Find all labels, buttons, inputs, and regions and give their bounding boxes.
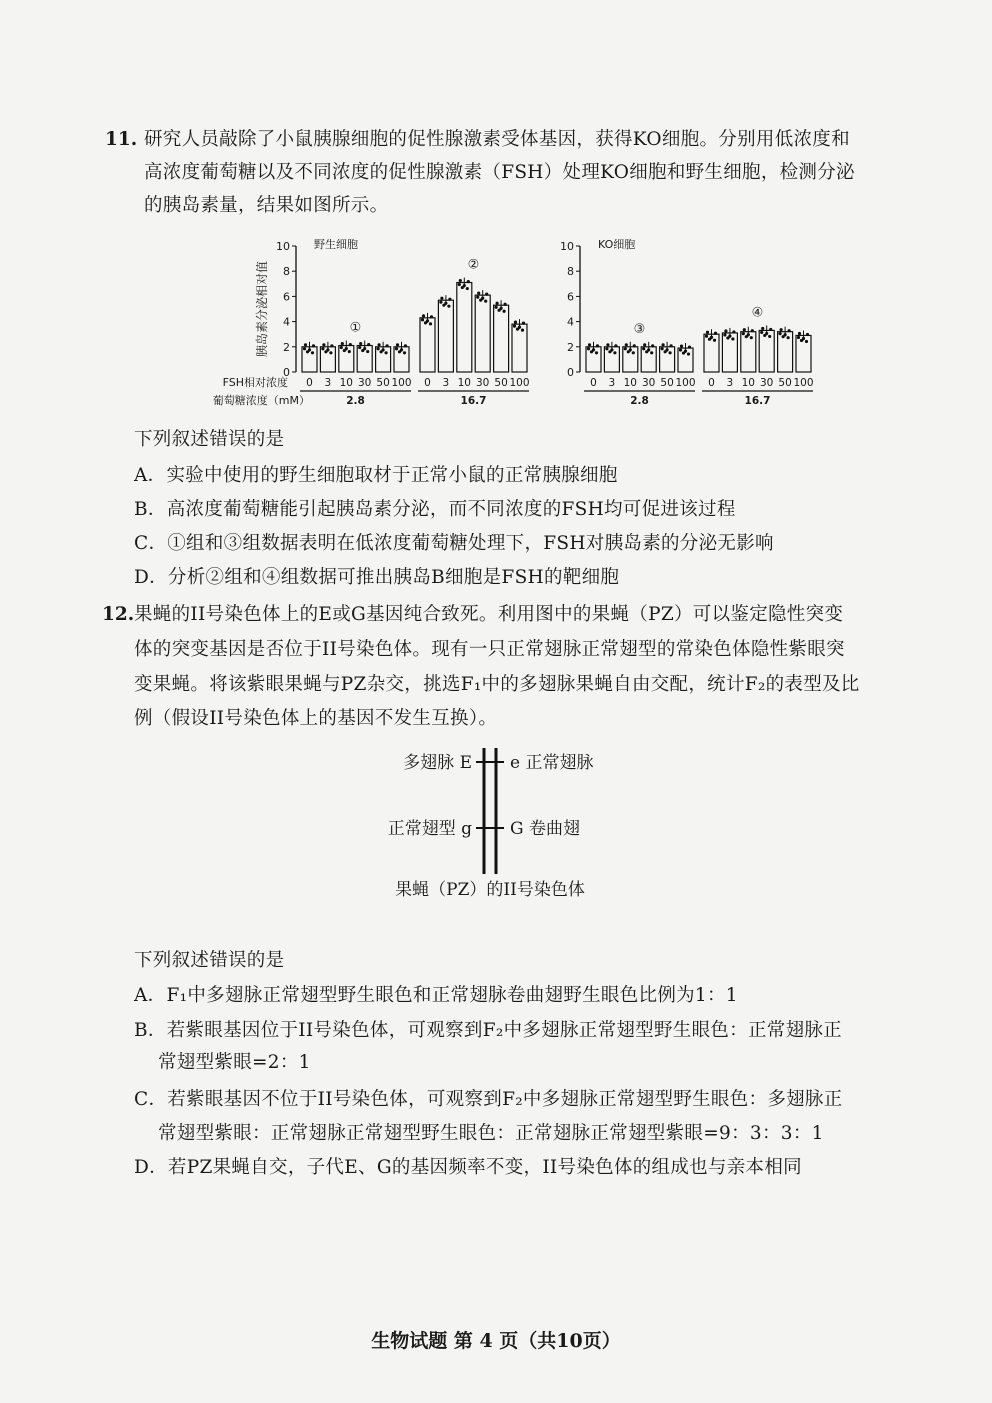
data-point	[643, 343, 646, 346]
x-tick-label: 50	[376, 377, 390, 389]
data-point	[805, 340, 808, 343]
data-point	[743, 328, 746, 331]
data-point	[380, 350, 383, 353]
glucose-label: 16.7	[460, 395, 487, 407]
data-point	[466, 287, 469, 290]
allele-left-top: 多翅脉 E	[403, 753, 472, 773]
q11-prompt: 下列叙述错误的是	[134, 429, 285, 450]
x-tick-label: 100	[793, 377, 814, 389]
q11-stem-line-2: 高浓度葡萄糖以及不同浓度的促性腺激素（FSH）处理KO细胞和野生细胞，检测分泌	[144, 162, 855, 183]
data-point	[496, 302, 499, 305]
q12-prompt: 下列叙述错误的是	[134, 950, 285, 971]
data-point	[461, 286, 464, 289]
data-point	[477, 292, 480, 295]
data-point	[516, 328, 519, 331]
data-point	[750, 336, 753, 339]
data-point	[708, 338, 711, 341]
data-point	[688, 345, 691, 348]
group-marker: ②	[467, 257, 480, 273]
data-point	[498, 309, 501, 312]
glucose-label: 2.8	[346, 395, 365, 407]
data-point	[742, 332, 745, 335]
data-point	[367, 343, 370, 346]
glucose-label: 2.8	[630, 395, 649, 407]
data-point	[624, 347, 627, 350]
row-label-fsh: FSH相对浓度	[222, 376, 288, 389]
data-point	[769, 328, 772, 331]
data-point	[459, 279, 462, 282]
q12-stem-line-2: 体的突变基因是否位于II号染色体。现有一只正常翅脉正常翅型的常染色体隐性紫眼突	[134, 639, 845, 660]
y-tick-label: 2	[567, 340, 574, 354]
q12-stem-line-3: 变果蝇。将该紫眼果蝇与PZ杂交，挑选F₁中的多翅脉果蝇自由交配，统计F₂的表型及比	[134, 674, 860, 695]
x-tick-label: 100	[675, 377, 696, 389]
data-point	[680, 344, 683, 347]
data-point	[430, 315, 433, 318]
data-point	[724, 329, 727, 332]
data-point	[627, 350, 630, 353]
data-point	[361, 349, 364, 352]
data-point	[330, 344, 333, 347]
x-tick-label: 10	[457, 377, 471, 389]
data-point	[476, 296, 479, 299]
x-tick-label: 100	[509, 377, 530, 389]
x-tick-label: 10	[339, 377, 353, 389]
data-point	[458, 283, 461, 286]
data-point	[514, 321, 517, 324]
q11-option-a: A．实验中使用的野生细胞取材于正常小鼠的正常胰腺细胞	[134, 465, 618, 486]
data-point	[396, 343, 399, 346]
group-marker: ③	[633, 321, 646, 337]
data-point	[467, 280, 470, 283]
data-point	[723, 333, 726, 336]
data-point	[341, 342, 344, 345]
x-tick-label: 3	[608, 377, 616, 389]
data-point	[760, 331, 763, 334]
q11-figure	[200, 228, 820, 422]
y-tick-label: 0	[567, 366, 574, 379]
data-point	[588, 343, 591, 346]
data-point	[321, 347, 324, 350]
x-tick-label: 100	[391, 377, 412, 389]
data-point	[303, 347, 306, 350]
data-point	[513, 325, 516, 328]
bar	[759, 330, 774, 372]
x-tick-label: 30	[476, 377, 490, 389]
q11-number: 11.	[105, 129, 138, 150]
x-tick-label: 3	[726, 377, 734, 389]
data-point	[798, 332, 801, 335]
y-tick-label: 10	[276, 240, 290, 253]
data-point	[322, 343, 325, 346]
x-tick-label: 0	[708, 377, 715, 389]
data-point	[669, 351, 672, 354]
data-point	[664, 350, 667, 353]
data-point	[632, 351, 635, 354]
data-point	[424, 321, 427, 324]
x-tick-label: 3	[324, 377, 332, 389]
bar	[778, 332, 793, 372]
q12-option-b-line-2: 常翅型紫眼=2：1	[158, 1052, 311, 1073]
x-tick-label: 30	[642, 377, 656, 389]
data-point	[670, 344, 673, 347]
data-point	[706, 331, 709, 334]
allele-right-bottom: G 卷曲翅	[510, 819, 580, 839]
data-point	[349, 343, 352, 346]
data-point	[448, 298, 451, 301]
data-point	[806, 333, 809, 336]
q12-option-b-line-1: B．若紫眼基因位于II号染色体，可观察到F₂中多翅脉正常翅型野生眼色：正常翅脉正	[134, 1020, 842, 1041]
q12-option-d: D．若PZ果蝇自交，子代E、G的基因频率不变，II号染色体的组成也与亲本相同	[134, 1157, 802, 1178]
data-point	[587, 347, 590, 350]
data-point	[421, 318, 424, 321]
data-point	[395, 347, 398, 350]
data-point	[324, 350, 327, 353]
x-tick-label: 30	[760, 377, 774, 389]
data-point	[358, 346, 361, 349]
data-point	[788, 329, 791, 332]
data-point	[713, 339, 716, 342]
group-marker: ①	[349, 320, 362, 336]
data-point	[377, 347, 380, 350]
chart-title-0: 野生细胞	[314, 238, 358, 251]
group-marker: ④	[751, 305, 764, 321]
data-point	[378, 343, 381, 346]
data-point	[404, 344, 407, 347]
data-point	[797, 336, 800, 339]
x-tick-label: 10	[623, 377, 637, 389]
q11-bar-charts	[200, 228, 820, 418]
y-tick-label: 2	[283, 340, 290, 354]
y-tick-label: 8	[567, 265, 574, 279]
data-point	[343, 349, 346, 352]
data-point	[348, 350, 351, 353]
data-point	[440, 297, 443, 300]
data-point	[504, 303, 507, 306]
data-point	[304, 343, 307, 346]
data-point	[661, 347, 664, 350]
y-tick-label: 10	[560, 240, 574, 253]
data-point	[479, 299, 482, 302]
data-point	[682, 351, 685, 354]
data-point	[613, 351, 616, 354]
data-point	[329, 351, 332, 354]
data-point	[439, 301, 442, 304]
data-point	[521, 329, 524, 332]
data-point	[787, 336, 790, 339]
data-point	[751, 329, 754, 332]
x-tick-label: 0	[590, 377, 597, 389]
data-point	[386, 344, 389, 347]
data-point	[495, 306, 498, 309]
data-point	[625, 343, 628, 346]
y-tick-label: 6	[283, 290, 290, 304]
page-footer: 生物试题 第 4 页（共10页）	[371, 1330, 621, 1352]
data-point	[442, 304, 445, 307]
data-point	[745, 335, 748, 338]
data-point	[714, 332, 717, 335]
y-tick-label: 8	[283, 265, 290, 279]
x-tick-label: 30	[358, 377, 372, 389]
data-point	[590, 350, 593, 353]
diagram-caption: 果蝇（PZ）的II号染色体	[395, 880, 585, 900]
q12-option-c-line-1: C．若紫眼基因不位于II号染色体，可观察到F₂中多翅脉正常翅型野生眼色：多翅脉正	[134, 1089, 843, 1110]
data-point	[398, 350, 401, 353]
chromosome-diagram	[360, 742, 660, 911]
data-point	[779, 332, 782, 335]
data-point	[763, 334, 766, 337]
data-point	[650, 351, 653, 354]
x-tick-label: 0	[306, 377, 313, 389]
data-point	[485, 293, 488, 296]
bar	[512, 324, 527, 372]
data-point	[761, 327, 764, 330]
x-tick-label: 50	[660, 377, 674, 389]
data-point	[422, 314, 425, 317]
q12-option-c-line-2: 常翅型紫眼：正常翅脉正常翅型野生眼色：正常翅脉正常翅型紫眼=9：3：3：1	[158, 1123, 824, 1144]
data-point	[705, 335, 708, 338]
data-point	[385, 351, 388, 354]
data-point	[642, 347, 645, 350]
data-point	[605, 347, 608, 350]
x-tick-label: 10	[741, 377, 755, 389]
data-point	[679, 348, 682, 351]
x-tick-label: 50	[778, 377, 792, 389]
q11-option-c: C．①组和③组数据表明在低浓度葡萄糖处理下，FSH对胰岛素的分泌无影响	[134, 533, 774, 554]
data-point	[608, 350, 611, 353]
y-axis-title: 胰岛素分泌相对值	[255, 260, 269, 358]
data-point	[595, 351, 598, 354]
data-point	[662, 343, 665, 346]
data-point	[732, 330, 735, 333]
data-point	[768, 335, 771, 338]
x-tick-label: 50	[494, 377, 508, 389]
q11-option-d: D．分析②组和④组数据可推出胰岛B细胞是FSH的靶细胞	[134, 567, 620, 588]
data-point	[484, 300, 487, 303]
data-point	[403, 351, 406, 354]
q12-stem-line-4: 例（假设II号染色体上的基因不发生互换）。	[134, 708, 498, 729]
bar	[741, 332, 756, 372]
y-tick-label: 4	[567, 315, 574, 329]
data-point	[311, 351, 314, 354]
bar	[457, 283, 472, 372]
chart-title-1: KO细胞	[598, 238, 636, 251]
data-point	[731, 337, 734, 340]
bar	[796, 335, 811, 372]
bar	[494, 305, 509, 372]
q12-option-a: A．F₁中多翅脉正常翅型野生眼色和正常翅脉卷曲翅野生眼色比例为1：1	[134, 985, 738, 1006]
data-point	[312, 344, 315, 347]
data-point	[687, 352, 690, 355]
data-point	[340, 346, 343, 349]
data-point	[614, 344, 617, 347]
data-point	[429, 322, 432, 325]
q12-number: 12.	[102, 604, 135, 625]
data-point	[800, 339, 803, 342]
data-point	[503, 310, 506, 313]
data-point	[726, 336, 729, 339]
allele-right-top: e 正常翅脉	[510, 753, 594, 773]
data-point	[447, 305, 450, 308]
y-tick-label: 0	[283, 366, 290, 379]
x-tick-label: 3	[442, 377, 450, 389]
q11-option-b: B．高浓度葡萄糖能引起胰岛素分泌，而不同浓度的FSH均可促进该过程	[134, 499, 736, 520]
data-point	[780, 328, 783, 331]
data-point	[645, 350, 648, 353]
bar	[438, 300, 453, 372]
data-point	[596, 344, 599, 347]
bar	[420, 318, 435, 372]
data-point	[366, 350, 369, 353]
bar	[722, 333, 737, 372]
y-tick-label: 6	[567, 290, 574, 304]
q11-stem-line-1: 研究人员敲除了小鼠胰腺细胞的促性腺激素受体基因，获得KO细胞。分别用低浓度和	[144, 129, 850, 150]
data-point	[522, 322, 525, 325]
y-tick-label: 4	[283, 315, 290, 329]
x-tick-label: 0	[424, 377, 431, 389]
allele-left-bottom: 正常翅型 g	[387, 819, 472, 839]
row-label-glucose: 葡萄糖浓度（mM）	[212, 394, 310, 407]
data-point	[782, 335, 785, 338]
data-point	[306, 350, 309, 353]
data-point	[633, 344, 636, 347]
data-point	[606, 343, 609, 346]
data-point	[359, 342, 362, 345]
bar	[475, 295, 490, 372]
glucose-label: 16.7	[744, 395, 771, 407]
data-point	[651, 344, 654, 347]
bar	[704, 334, 719, 372]
q11-stem-line-3: 的胰岛素量，结果如图所示。	[144, 195, 389, 216]
q12-stem-line-1: 果蝇的II号染色体上的E或G基因纯合致死。利用图中的果蝇（PZ）可以鉴定隐性突变	[134, 604, 844, 625]
